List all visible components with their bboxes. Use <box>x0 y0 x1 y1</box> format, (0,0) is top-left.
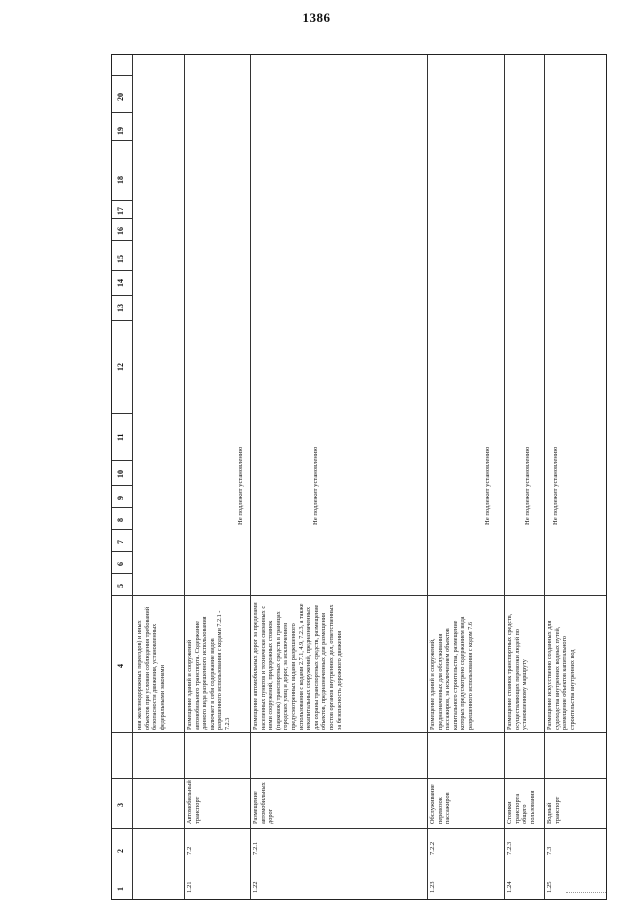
column-number: 4 <box>116 664 125 668</box>
row-status: Не подлежит установлению <box>524 446 531 525</box>
column-number: 18 <box>116 176 125 184</box>
column-number: 11 <box>116 433 125 441</box>
row-name: Размещение автомобильных дорог <box>252 782 275 824</box>
column-number: 7 <box>116 540 125 544</box>
row-description: Размещение автомобильных дорог за пределами населенных пунктов и технически связанных с ними сооружений, придорожных стоянок (парковок) транспортных средств в границах городских улиц и дорог, за исключением предусмотренных видами разрешенного использования с кодами 2.7.1, 4.9, 7.2.3, а также некапитальных сооружений, предназначенных для охраны транспортных средств, размещение объектов, предназначенных для размещения постов органов внутренних дел, ответственных за безопасность дорожного движения <box>252 602 343 730</box>
continuation-text: ния железнодорожных переездов) и иных объектов при условии соблюдения требований безопасности движения, установленных федеральными законами <box>136 606 166 730</box>
column-number: 5 <box>116 584 125 588</box>
column-number: 12 <box>116 363 125 371</box>
grid-line <box>112 551 132 552</box>
row-description: Размещение зданий и сооружений автомобильного транспорта. Содержание данного вида разрешенного использования включает в себя содержание видов разрешенного использования с кодами 7.2.1 - 7.2.3 <box>186 610 231 730</box>
row-number: 1.25 <box>546 881 553 893</box>
rotated-table <box>111 54 607 900</box>
grid-line <box>112 485 132 486</box>
row-name: Водный транспорт <box>546 796 561 824</box>
row-status: Не подлежит установлению <box>484 446 491 525</box>
column-number: 1 <box>116 887 125 891</box>
row-code: 7.2.1 <box>252 841 259 855</box>
grid-line <box>112 295 132 296</box>
grid-line <box>112 320 132 321</box>
grid-line <box>250 55 251 900</box>
grid-line <box>112 573 132 574</box>
column-number: 14 <box>116 279 125 287</box>
grid-line <box>184 55 185 900</box>
column-number: 16 <box>116 227 125 235</box>
column-number: 3 <box>116 803 125 807</box>
row-description: Размещение стоянок транспортных средств, осуществляющих перевозки людей по установленному маршруту <box>506 613 529 730</box>
row-name: Стоянки транспорта общего пользования <box>506 790 536 824</box>
column-number: 17 <box>116 207 125 215</box>
grid-line <box>132 55 133 900</box>
column-number: 13 <box>116 304 125 312</box>
column-number: 15 <box>116 255 125 263</box>
grid-line <box>112 828 607 829</box>
row-description: Размещение зданий и сооружений, предназначенных для обслуживания пассажиров, за исключением объектов капитального строительства, размещение которых предусмотрено содержанием вида разрешенного использования с кодом 7.6 <box>429 616 474 730</box>
row-name: Обслуживание перевозок пассажиров <box>429 784 452 824</box>
grid-line <box>112 200 132 201</box>
column-number: 8 <box>116 518 125 522</box>
grid-line <box>112 595 607 596</box>
page-number: 1386 <box>302 10 331 25</box>
grid-line <box>112 732 607 733</box>
grid-line <box>427 55 428 900</box>
row-description: Размещение искусственно созданных для судоходства внутренних водных путей, размещение объектов капитального строительства внутренних вод <box>546 620 576 730</box>
row-number: 1.24 <box>506 881 513 893</box>
scan-artifact <box>566 892 606 896</box>
row-status: Не подлежит установлению <box>237 446 244 525</box>
row-code: 7.3 <box>546 846 553 855</box>
grid-line <box>112 112 132 113</box>
column-number: 10 <box>116 470 125 478</box>
row-code: 7.2 <box>186 846 193 855</box>
row-number: 1.23 <box>429 881 436 893</box>
grid-line <box>112 413 132 414</box>
grid-line <box>504 55 505 900</box>
column-number: 9 <box>116 496 125 500</box>
row-code: 7.2.2 <box>429 841 436 855</box>
row-name: Автомобильный транспорт <box>186 780 201 824</box>
grid-line <box>112 75 132 76</box>
grid-line <box>112 529 132 530</box>
column-number: 19 <box>116 127 125 135</box>
grid-line <box>112 240 132 241</box>
row-number: 1.21 <box>186 881 193 893</box>
grid-line <box>112 218 132 219</box>
row-number: 1.22 <box>252 881 259 893</box>
grid-line <box>544 55 545 900</box>
column-number: 6 <box>116 562 125 566</box>
row-status: Не подлежит установлению <box>552 446 559 525</box>
row-code: 7.2.3 <box>506 841 513 855</box>
grid-line <box>112 778 607 779</box>
grid-line <box>112 460 132 461</box>
column-number: 20 <box>116 93 125 101</box>
grid-line <box>112 507 132 508</box>
grid-line <box>112 140 132 141</box>
column-number: 2 <box>116 849 125 853</box>
grid-line <box>112 270 132 271</box>
row-status: Не подлежит установлению <box>312 446 319 525</box>
